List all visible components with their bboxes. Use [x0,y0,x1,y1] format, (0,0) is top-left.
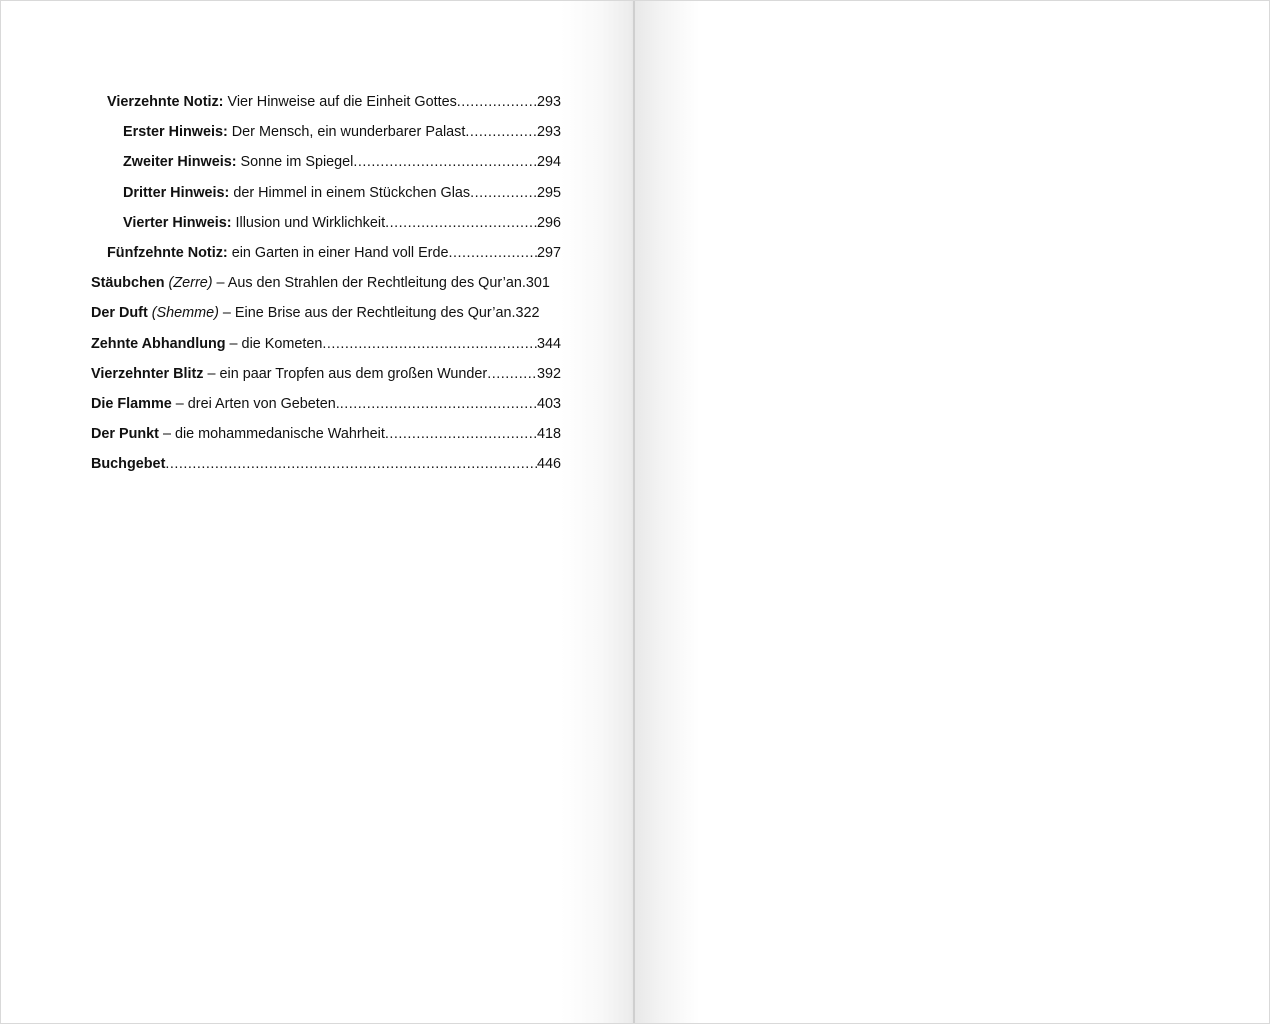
toc-entry-title: Vierzehnte Notiz: [107,94,224,110]
toc-entry-text: ein Garten in einer Hand voll Erde [227,244,449,261]
toc-page-number: .301 [521,275,550,292]
toc-page-number: 418 [536,426,561,443]
toc-entry-title: Der Punkt [91,426,159,443]
toc-entry-text: Vier Hinweise auf die Einheit Gottes [223,94,457,110]
toc-entry [91,151,561,181]
toc-entry [91,212,561,242]
toc-page-number: 296 [536,214,561,231]
toc-entry [91,453,561,483]
toc-entry-title: Zweiter Hinweis: [123,154,237,171]
dot-leader [448,242,537,264]
toc-entry [91,302,561,332]
dot-leader [487,363,537,385]
toc-entry-text: – die mohammedanische Wahrheit [158,426,385,443]
dot-leader [457,91,537,113]
toc-page-number: 392 [536,365,561,382]
toc-page-number: 403 [536,395,561,412]
toc-entry-text: Der Mensch, ein wunderbarer Palast [227,124,466,141]
toc-entry [91,272,561,302]
table-of-contents [91,91,561,483]
dot-leader [465,121,537,143]
toc-entry-text: – die Kometen [225,335,323,352]
toc-entry [91,242,561,272]
toc-entry [91,333,561,363]
toc-entry-title: Dritter Hinweis: [123,184,230,201]
toc-entry-title: Die Flamme [91,395,172,412]
toc-entry-text: der Himmel in einem Stückchen Glas [229,184,471,201]
toc-page-number: 293 [536,94,561,110]
right-page [635,1,1269,1023]
toc-entry-text: – ein paar Tropfen aus dem großen Wunder [203,365,488,382]
toc-entry [91,121,561,151]
toc-entry-title: Fünfzehnte Notiz: [107,244,228,261]
left-page [1,1,634,1023]
toc-entry [91,393,561,423]
toc-entry-text: Sonne im Spiegel [236,154,354,171]
toc-page-number: 344 [536,335,561,352]
toc-entry [91,91,561,121]
toc-entry-title: Vierter Hinweis: [123,214,232,231]
toc-entry-title: Stäubchen [91,275,165,292]
toc-entry-text: Illusion und Wirklichkeit [231,214,386,231]
toc-entry-text: – drei Arten von Gebeten. [171,395,340,412]
toc-entry-title: Buchgebet [91,456,166,473]
toc-entry [91,423,561,453]
toc-page-number: 294 [536,154,561,171]
toc-entry-title: Vierzehnter Blitz [91,365,204,382]
dot-leader [353,151,537,173]
toc-entry-subtitle: (Shemme) [147,305,219,322]
toc-entry [91,363,561,393]
toc-entry-text: – Eine Brise aus der Rechtleitung des Qur’an [218,305,512,322]
toc-entry-title: Der Duft [91,305,148,322]
toc-page-number: .322 [511,305,540,322]
dot-leader [165,453,537,475]
toc-entry-subtitle: (Zerre) [164,275,213,292]
toc-page-number: 293 [536,124,561,141]
toc-page-number: 295 [536,184,561,201]
toc-entry-title: Zehnte Abhandlung [91,335,226,352]
toc-entry-text: – Aus den Strahlen der Rechtleitung des Qur’an [212,275,522,292]
toc-entry [91,182,561,212]
dot-leader [470,182,537,204]
dot-leader [385,212,537,234]
toc-page-number: 297 [536,244,561,261]
toc-page-number: 446 [536,456,561,473]
dot-leader [340,393,537,415]
toc-entry-title: Erster Hinweis: [123,124,228,141]
dot-leader [322,333,537,355]
dot-leader [385,423,537,445]
